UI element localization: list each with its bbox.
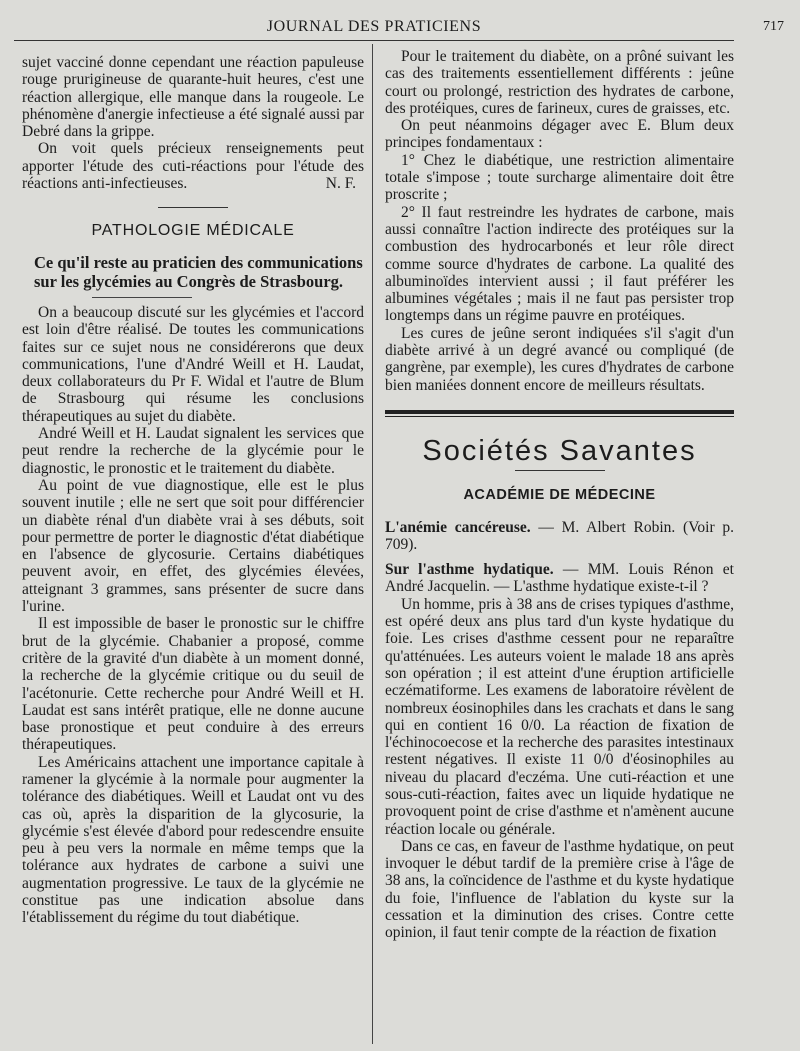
article-paragraph: Au point de vue diagnostique, elle est le plus souvent inutile ; elle ne sert que soit pour différencier un diabète rénal d'un diabète vrai à ses débuts, soit pour permettre de porter le diagnostic d'état diabétique en l'absence de glycosurie. Certains diabétiques peuvent avoir, en effet, des glycémies élevées, atteignant 3 grammes, sans présenter de sucre dans l'urine. bbox=[22, 476, 364, 616]
entry-authors: — M. Albert Robin. (Voir p. 709). bbox=[385, 518, 734, 553]
intro-signature: N. F. bbox=[325, 175, 356, 193]
article-paragraph: 2° Il faut restreindre les hydrates de carbone, mais aussi connaître l'action indirecte des protéiques sur la combustion des hydrocarbonés et leur rôle direct comme source d'hydrates de carbone. La qualité des albuminoïdes intervient aussi ; il faut préférer les albumines végétales ; mais il ne faut pas persister trop longtemps dans un régime pauvre en protéiques. bbox=[385, 203, 734, 325]
left-column bbox=[22, 54, 364, 927]
article-paragraph: Il est impossible de baser le pronostic sur le chiffre brut de la glycémie. Chabanier a proposé, comme critère de la gravité d'un diabète à un moment donné, la recherche de la glycémie critique ou du seuil de l'acétonurie. Cette recherche pour André Weill et H. Laudat est sans intérêt pratique, elle ne donne aucune base pronostique et peut conduire à des erreurs thérapeutiques. bbox=[22, 615, 364, 754]
right-column bbox=[385, 48, 734, 942]
entry-anemie bbox=[385, 519, 734, 554]
article-paragraph: On peut néanmoins dégager avec E. Blum deux principes fondamentaux : bbox=[385, 117, 734, 152]
article-title: Ce qu'il reste au praticien des communications sur les glycémies au Congrès de Strasbourg. bbox=[34, 252, 363, 291]
article-paragraph: André Weill et H. Laudat signalent les services que peut rendre la recherche de la glycémie pour le diagnostic, le pronostic et le traitement du diabète. bbox=[22, 425, 364, 477]
intro-paragraph: sujet vacciné donne cependant une réaction papuleuse rouge prurigineuse de quarante-huit heures, c'est une réaction allergique, elle manque dans la rougeole. Le phénomène d'anergie infectieuse a été signalé aussi par Debré dans la grippe. bbox=[22, 54, 364, 141]
article-paragraph: Les Américains attachent une importance capitale à ramener la glycémie à la normale pour augmenter la tolérance des diabétiques. Weill et Laudat ont vu des cas où, après la disparition de la glycosurie, la glycémie s'est élevée d'abord pour redescendre ensuite peu à peu vers la normale en même temps que la tolérance aux hydrates de carbone a suivi une augmentation progressive. Le taux de la glycémie ne constitue pas une indication absolue dans l'établissement du régime du tout diabétique. bbox=[22, 753, 364, 927]
article-paragraph: Pour le traitement du diabète, on a prôné suivant les cas des traitements essentiellement différents : jeûne court ou prolongé, restriction des hydrates de carbone, des protéiques, cures de farineux, cures de graisses, etc. bbox=[385, 48, 734, 117]
article-paragraph: 1° Chez le diabétique, une restriction alimentaire totale s'impose ; toute surcharge alimentaire doit être proscrite ; bbox=[385, 151, 734, 204]
section-rule bbox=[385, 410, 734, 417]
entry-asthme bbox=[385, 561, 734, 596]
heading-rule bbox=[515, 470, 605, 471]
entry-authors: — MM. Louis Rénon et André Jacquelin. — L'asthme hydatique existe-t-il ? bbox=[385, 561, 734, 596]
running-header bbox=[14, 16, 784, 41]
intro-paragraph: On voit quels précieux renseignements peut apporter l'étude des cuti-réactions pour l'étude des réactions anti-infectieuses. bbox=[22, 140, 364, 193]
article-paragraph: Les cures de jeûne seront indiquées s'il s'agit d'un diabète arrivé à un degré avancé ou compliqué (de gangrène, par exemple), les cures d'hydrates de carbone bien maniées donnent encore de meilleurs résultats. bbox=[385, 324, 734, 394]
article-paragraph: Dans ce cas, en faveur de l'asthme hydatique, on peut invoquer le début tardif de la première crise à l'âge de 38 ans, la coïncidence de l'asthme et du kyste hydatique du foie, l'influence de l'ablation du kyste sur la cessation et la diminution des crises. Contre cette opinion, il faut tenir compte de la réaction de fixation bbox=[385, 837, 734, 942]
societies-heading: Sociétés Savantes bbox=[422, 434, 697, 467]
page-number: 717 bbox=[763, 19, 784, 34]
section-heading: PATHOLOGIE MÉDICALE bbox=[91, 221, 295, 239]
article-paragraph: On a beaucoup discuté sur les glycémies et l'accord est loin d'être réalisé. De toutes les communications faites sur ce sujet nous ne considérerons que deux communications, l'une d'André Weill et H. Laudat, deux collaborateurs du Pr F. Widal et l'autre de Blum de Strasbourg qui résume les conclusions thérapeutiques au sujet du diabète. bbox=[22, 303, 364, 425]
journal-title: JOURNAL DES PRATICIENS bbox=[266, 18, 482, 35]
article-paragraph: Un homme, pris à 38 ans de crises typiques d'asthme, est opéré deux ans plus tard d'un kyste hydatique du foie. Les crises d'asthme cessent pour ne reparaître qu'atténuées. Les auteurs voient le malade 18 ans après son opération ; il est atteint d'une éruption artificielle eczématiforme. Les examens de laboratoire révèlent de nombreux éosinophiles dans les crachats et dans le sang qui en contient 16 0/0. La réaction de fixation de l'échinocoecose et la recherche des parasites intestinaux restent négatives. Il existe 11 0/0 d'éosinophiles au niveau du placard d'eczéma. Une cuti-réaction et une sous-cuti-réaction, faites avec un liquide hydatique ne provoquent point de crise d'asthme et n'amènent aucune réaction locale ou générale. bbox=[385, 595, 734, 838]
academy-heading: ACADÉMIE DE MÉDECINE bbox=[463, 487, 656, 504]
column-divider bbox=[372, 44, 373, 1044]
separator-rule bbox=[158, 207, 228, 208]
title-rule bbox=[92, 297, 192, 298]
entry-title: Sur l'asthme hydatique. bbox=[385, 561, 554, 579]
entry-title: L'anémie cancéreuse. bbox=[385, 518, 531, 536]
